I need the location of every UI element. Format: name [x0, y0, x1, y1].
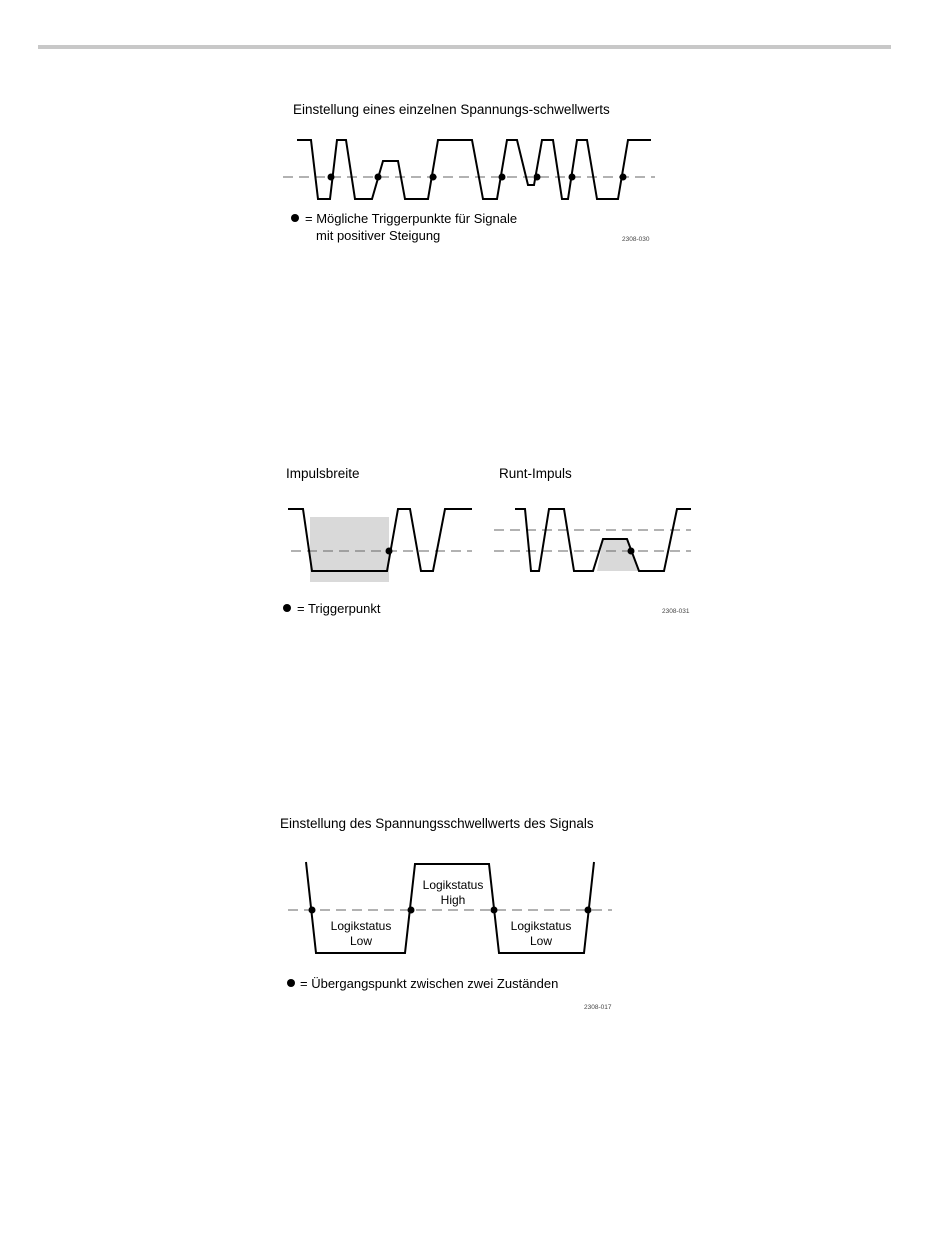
fig2-code: 2308-031 [662, 608, 690, 615]
fig1-legend-line2: mit positiver Steigung [316, 228, 441, 243]
pulse-width-title: Impulsbreite [286, 466, 360, 481]
fig3-legend: = Übergangspunkt zwischen zwei Zuständen [300, 976, 559, 991]
legend-dot [291, 214, 299, 222]
low-state-label-left: Low [349, 934, 373, 948]
legend-dot [283, 604, 291, 612]
low-state-label-right: Low [529, 934, 553, 948]
fig1-code: 2308-030 [622, 236, 650, 243]
trigger-point [328, 174, 335, 181]
fig1-title: Einstellung eines einzelnen Spannungs-schwellwerts [293, 102, 610, 117]
trigger-point [430, 174, 437, 181]
pulse-diagram [0, 450, 950, 630]
fig3-title: Einstellung des Spannungsschwellwerts des Signals [280, 816, 594, 831]
trigger-point [386, 548, 393, 555]
transition-point [491, 907, 498, 914]
fig2-legend: = Triggerpunkt [297, 601, 381, 616]
trigger-point [620, 174, 627, 181]
high-state-label: Logikstatus [422, 878, 484, 892]
trigger-point [499, 174, 506, 181]
logic-state-diagram [0, 805, 950, 1020]
fig1-legend-line1: = Mögliche Triggerpunkte für Signale [305, 211, 518, 226]
trigger-point [569, 174, 576, 181]
transition-point [408, 907, 415, 914]
transition-point [585, 907, 592, 914]
threshold-diagram [0, 0, 950, 260]
fig3-code: 2308-017 [584, 1004, 612, 1011]
pulse-width-shade [310, 517, 389, 582]
runt-pulse-title: Runt-Impuls [499, 466, 572, 481]
trigger-point [628, 548, 635, 555]
trigger-point [375, 174, 382, 181]
signal-waveform [297, 140, 651, 199]
trigger-point [534, 174, 541, 181]
low-state-label-left: Logikstatus [330, 919, 392, 933]
high-state-label: High [440, 893, 466, 907]
transition-point [309, 907, 316, 914]
legend-dot [287, 979, 295, 987]
low-state-label-right: Logikstatus [510, 919, 572, 933]
